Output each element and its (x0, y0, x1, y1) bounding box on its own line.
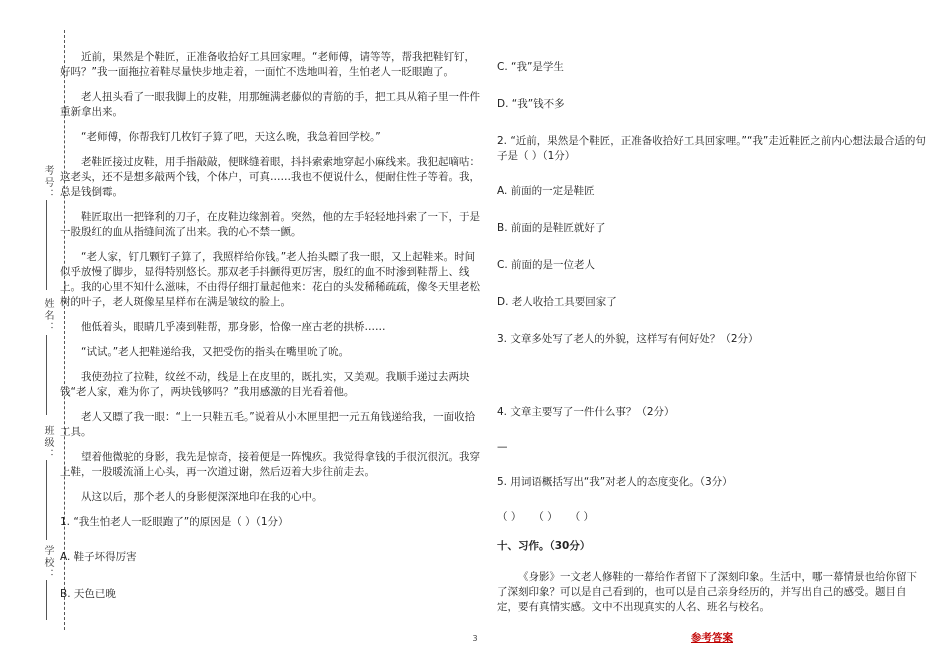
essay-prompt: 《身影》一文老人修鞋的一幕给作者留下了深刻印象。生活中，哪一幕情景也给你留下了深刻印象？可以是自己看到的，也可以是自己亲身经历的，并写出自己的感受。题目自定，要有真情实感。文中不出现真实的人名、班名与校名。 (497, 571, 917, 613)
question-5: 5. 用词语概括写出“我”对老人的态度变化。（3分） (497, 476, 733, 488)
question-2-option-d: D. 老人收拾工具要回家了 (497, 296, 617, 308)
story-paragraph: 望着他微驼的身影，我先是惊奇，接着便是一阵愧疚。我觉得拿钱的手很沉很沉。我穿上鞋，一股暖流涌上心头，再一次道过谢，然后迈着大步往前走去。 (60, 451, 480, 478)
story-paragraph: 老鞋匠接过皮鞋，用手指敲敲，便眯缝着眼，抖抖索索地穿起小麻线来。我犯起嘀咕：这老头，还不是想多敲两个钱，个体户，可真……我也不便说什么，便耐住性子等着。我，总是钱倒霉。 (60, 156, 480, 198)
question-2: 2. “近前，果然是个鞋匠，正准备收拾好工具回家哩。”“我”走近鞋匠之前内心想法最合适的句子是（ ）（1分） (497, 135, 926, 162)
story-paragraph: “试试。”老人把鞋递给我，又把受伤的指头在嘴里吮了吮。 (81, 346, 350, 358)
question-2-option-b: B. 前面的是鞋匠就好了 (497, 222, 606, 234)
question-1: 1. “我生怕老人一眨眼跑了”的原因是（ ）（1分） (60, 516, 289, 528)
story-paragraph: 他低着头，眼睛几乎凑到鞋帮，那身影，恰像一座古老的拱桥…… (81, 321, 386, 333)
answer-blank: （ ） (497, 511, 522, 523)
question-2-option-a: A. 前面的一定是鞋匠 (497, 185, 595, 197)
exam-number-label: 考号： (42, 165, 53, 201)
left-column (60, 50, 485, 624)
answer-blank: （ ） (569, 511, 595, 523)
class-line (46, 460, 47, 540)
story-paragraph: “老人家，钉几颗钉子算了，我照样给你钱。”老人抬头瞟了我一眼，又上起鞋来。时间似乎放慢了脚步，显得特别悠长。那双老手抖颤得更厉害，殷红的血不时渗到鞋帮上、线上。我的心里不知什么滋味，不由得仔细打量起他来：花白的头发稀稀疏疏，像冬天里老松树的叶子，老人斑像星星样布在满是皱纹的脸上。 (60, 251, 480, 308)
school-label: 学校： (42, 545, 53, 581)
exam-number-line (46, 200, 47, 290)
question-2-option-c: C. 前面的是一位老人 (497, 259, 596, 271)
question-4: 4. 文章主要写了一件什么事？（2分） (497, 406, 675, 418)
right-column (497, 60, 927, 646)
story-paragraph: 我使劲拉了拉鞋，纹丝不动，线是上在皮里的，既扎实，又美观。我顺手递过去两块钱“老人家，难为你了，两块钱够吗？”我用感激的目光看着他。 (60, 371, 470, 398)
story-paragraph: 老人扭头看了一眼我脚上的皮鞋，用那缠满老藤似的青筋的手，把工具从箱子里一件件重新拿出来。 (60, 91, 480, 118)
question-1-option-d: D. “我”钱不多 (497, 98, 565, 110)
story-paragraph: 鞋匠取出一把锋利的刀子，在皮鞋边缘割着。突然，他的左手轻轻地抖索了一下，于是一股殷红的血从指缝间流了出来。我的心不禁一颤。 (60, 211, 480, 238)
name-label: 姓名： (42, 298, 53, 334)
question-3: 3. 文章多处写了老人的外貌，这样写有何好处？（2分） (497, 333, 759, 345)
question-1-option-a: A. 鞋子坏得厉害 (60, 551, 137, 563)
name-line (46, 335, 47, 415)
answer-line: — (497, 441, 508, 453)
story-paragraph: 从这以后，那个老人的身影便深深地印在我的心中。 (81, 491, 323, 503)
class-label: 班级： (42, 425, 53, 461)
story-paragraph: 老人又瞟了我一眼：“上一只鞋五毛。”说着从小木匣里把一元五角钱递给我，一面收拾工具。 (60, 411, 476, 438)
page-number: 3 (472, 634, 478, 643)
answer-space (497, 347, 927, 405)
answer-blanks (497, 510, 927, 525)
school-line (46, 580, 47, 620)
answer-blank: （ ） (533, 511, 558, 523)
question-1-option-c: C. “我”是学生 (497, 61, 564, 73)
question-1-option-b: B. 天色已晚 (60, 588, 116, 600)
story-paragraph: “老师傅，你帮我钉几枚钉子算了吧，天这么晚，我急着回学校。” (81, 131, 381, 143)
answer-key-link[interactable]: 参考答案 (691, 632, 733, 644)
section-title: 十、习作。（30分） (497, 540, 591, 552)
story-paragraph: 近前，果然是个鞋匠，正准备收拾好工具回家哩。“老师傅，请等等，帮我把鞋钉钉，好吗？”我一面拖拉着鞋尽量快步地走着，一面忙不迭地叫着，生怕老人一眨眼跑了。 (60, 51, 475, 78)
